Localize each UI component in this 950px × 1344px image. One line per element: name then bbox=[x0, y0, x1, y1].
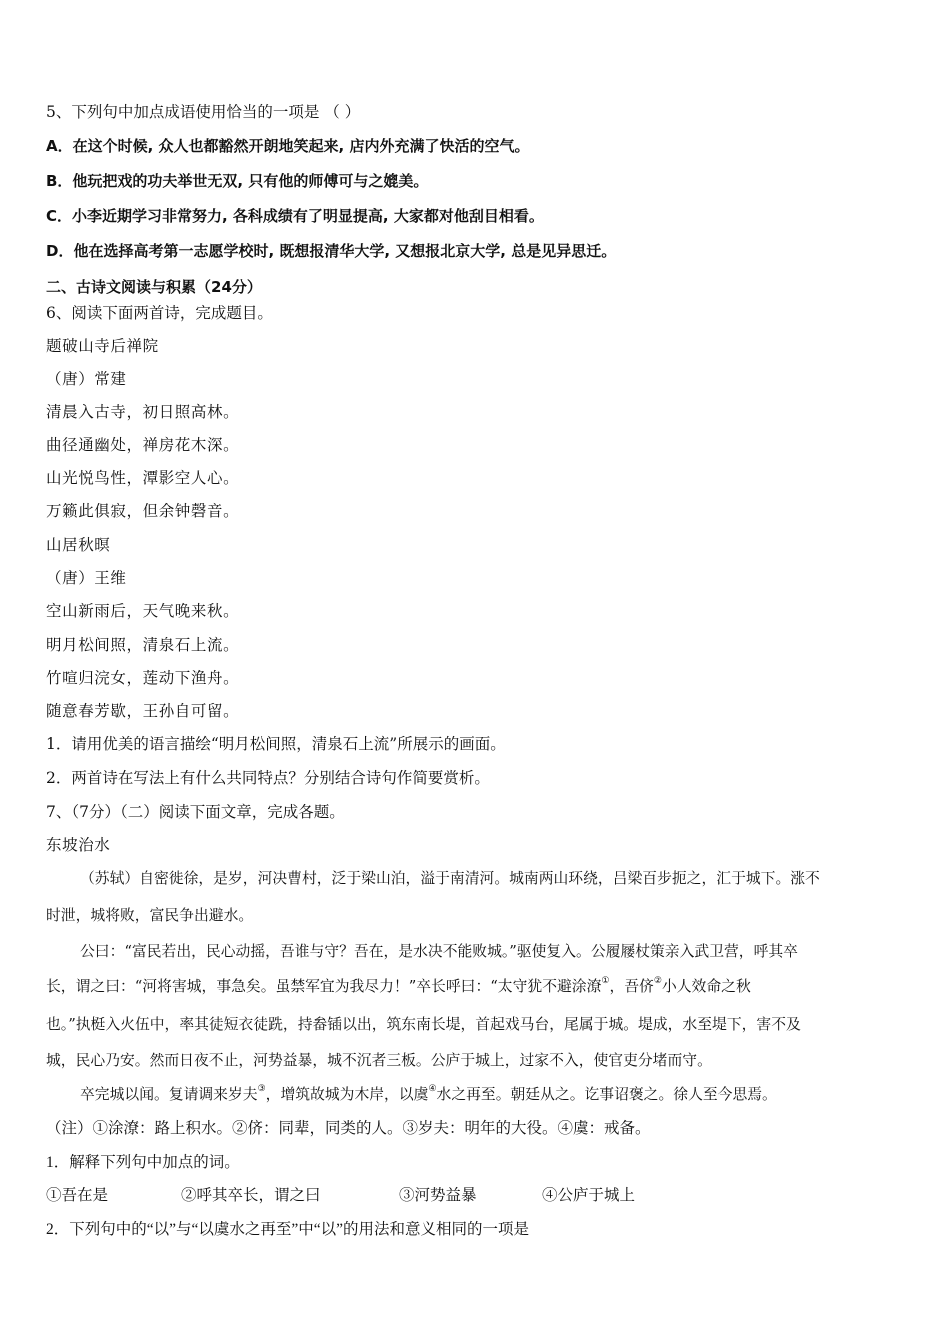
poem-1-line: 曲径通幽处，禅房花木深。 bbox=[46, 436, 240, 454]
question-6-stem: 6、阅读下面两首诗，完成题目。 bbox=[46, 304, 273, 322]
poem-1-title: 题破山寺后禅院 bbox=[46, 337, 159, 355]
poem-1-line: 山光悦鸟性，潭影空人心。 bbox=[46, 469, 240, 487]
passage-line: 时泄，城将败，富民争出避水。 bbox=[46, 907, 254, 924]
poem-1-author: （唐）常建 bbox=[46, 370, 127, 388]
question-5-option-c: C．小李近期学习非常努力, 各科成绩有了明显提高, 大家都对他刮目相看。 bbox=[46, 207, 544, 225]
passage-line: 公曰：“富民若出，民心动摇，吾谁与守？吾在，是水决不能败城。”驱使复入。公履屦杖策亲入武卫营，呼其卒 bbox=[80, 943, 798, 960]
passage-notes: （注）①涂潦：路上积水。②侪：同辈，同类的人。③岁夫：明年的大役。④虞：戒备。 bbox=[46, 1120, 651, 1137]
poem-2-author: （唐）王维 bbox=[46, 569, 127, 587]
poem-2-line: 随意春芳歇，王孙自可留。 bbox=[46, 702, 240, 720]
question-6-sub-2: 2．两首诗在写法上有什么共同特点？分别结合诗句作简要赏析。 bbox=[46, 769, 490, 787]
question-7-sub-1: 1．解释下列句中加点的词。 bbox=[46, 1154, 240, 1171]
passage-line: （苏轼）自密徙徐，是岁，河决曹村，泛于梁山泊，溢于南清河。城南两山环绕，吕梁百步扼之，汇于城下。涨不 bbox=[80, 870, 820, 887]
passage-title: 东坡治水 bbox=[46, 836, 111, 854]
sub-item: ③河势益暴 bbox=[399, 1187, 477, 1204]
footnote-mark: ② bbox=[653, 976, 662, 987]
footnote-mark: ① bbox=[601, 976, 610, 987]
poem-2-line: 明月松间照，清泉石上流。 bbox=[46, 636, 240, 654]
question-7-stem: 7、（7分）（二）阅读下面文章，完成各题。 bbox=[46, 803, 345, 821]
poem-2-line: 空山新雨后，天气晚来秋。 bbox=[46, 602, 240, 620]
question-5-stem: 5、下列句中加点成语使用恰当的一项是 （ ） bbox=[46, 103, 361, 121]
passage-line: 也。”执梃入火伍中，率其徒短衣徒跣，持畚锸以出，筑东南长堤，首起戏马台，尾属于城。堤成，水至堤下，害不及 bbox=[46, 1016, 801, 1033]
sub-item: ④公庐于城上 bbox=[542, 1187, 636, 1204]
poem-2-line: 竹喧归浣女，莲动下渔舟。 bbox=[46, 669, 240, 687]
question-7-sub-1-items bbox=[46, 1185, 635, 1207]
sub-item: ①吾在是 bbox=[46, 1187, 109, 1204]
passage-line: 长，谓之曰：“河将害城，事急矣。虽禁军宜为我尽力！”卒长呼曰：“太守犹不避涂潦①，吾侪②小人效命之秋 bbox=[46, 976, 751, 995]
question-6-sub-1: 1．请用优美的语言描绘“明月松间照，清泉石上流”所展示的画面。 bbox=[46, 735, 506, 753]
footnote-mark: ④ bbox=[428, 1084, 437, 1095]
question-5-option-d: D．他在选择高考第一志愿学校时, 既想报清华大学, 又想报北京大学, 总是见异思迁。 bbox=[46, 242, 617, 260]
poem-1-line: 万籁此俱寂，但余钟磬音。 bbox=[46, 502, 240, 520]
poem-2-title: 山居秋暝 bbox=[46, 536, 111, 554]
passage-line: 城，民心乃安。然而日夜不止，河势益暴，城不沉者三板。公庐于城上，过家不入，使官吏分堵而守。 bbox=[46, 1052, 712, 1069]
question-5-option-b: B．他玩把戏的功夫举世无双, 只有他的师傅可与之媲美。 bbox=[46, 172, 429, 190]
sub-item: ②呼其卒长，谓之曰 bbox=[181, 1187, 321, 1204]
footnote-mark: ③ bbox=[257, 1084, 266, 1095]
question-7-sub-2: 2．下列句中的“以”与“以虞水之再至”中“以”的用法和意义相同的一项是 bbox=[46, 1221, 530, 1238]
poem-1-line: 清晨入古寺，初日照高林。 bbox=[46, 403, 240, 421]
passage-line: 卒完城以闻。复请调来岁夫③，增筑故城为木岸，以虞④水之再至。朝廷从之。讫事诏褒之。徐人至今思焉。 bbox=[80, 1084, 777, 1103]
question-5-option-a: A．在这个时候, 众人也都豁然开朗地笑起来, 店内外充满了快活的空气。 bbox=[46, 137, 530, 155]
section-2-heading: 二、古诗文阅读与积累（24分） bbox=[46, 278, 262, 296]
